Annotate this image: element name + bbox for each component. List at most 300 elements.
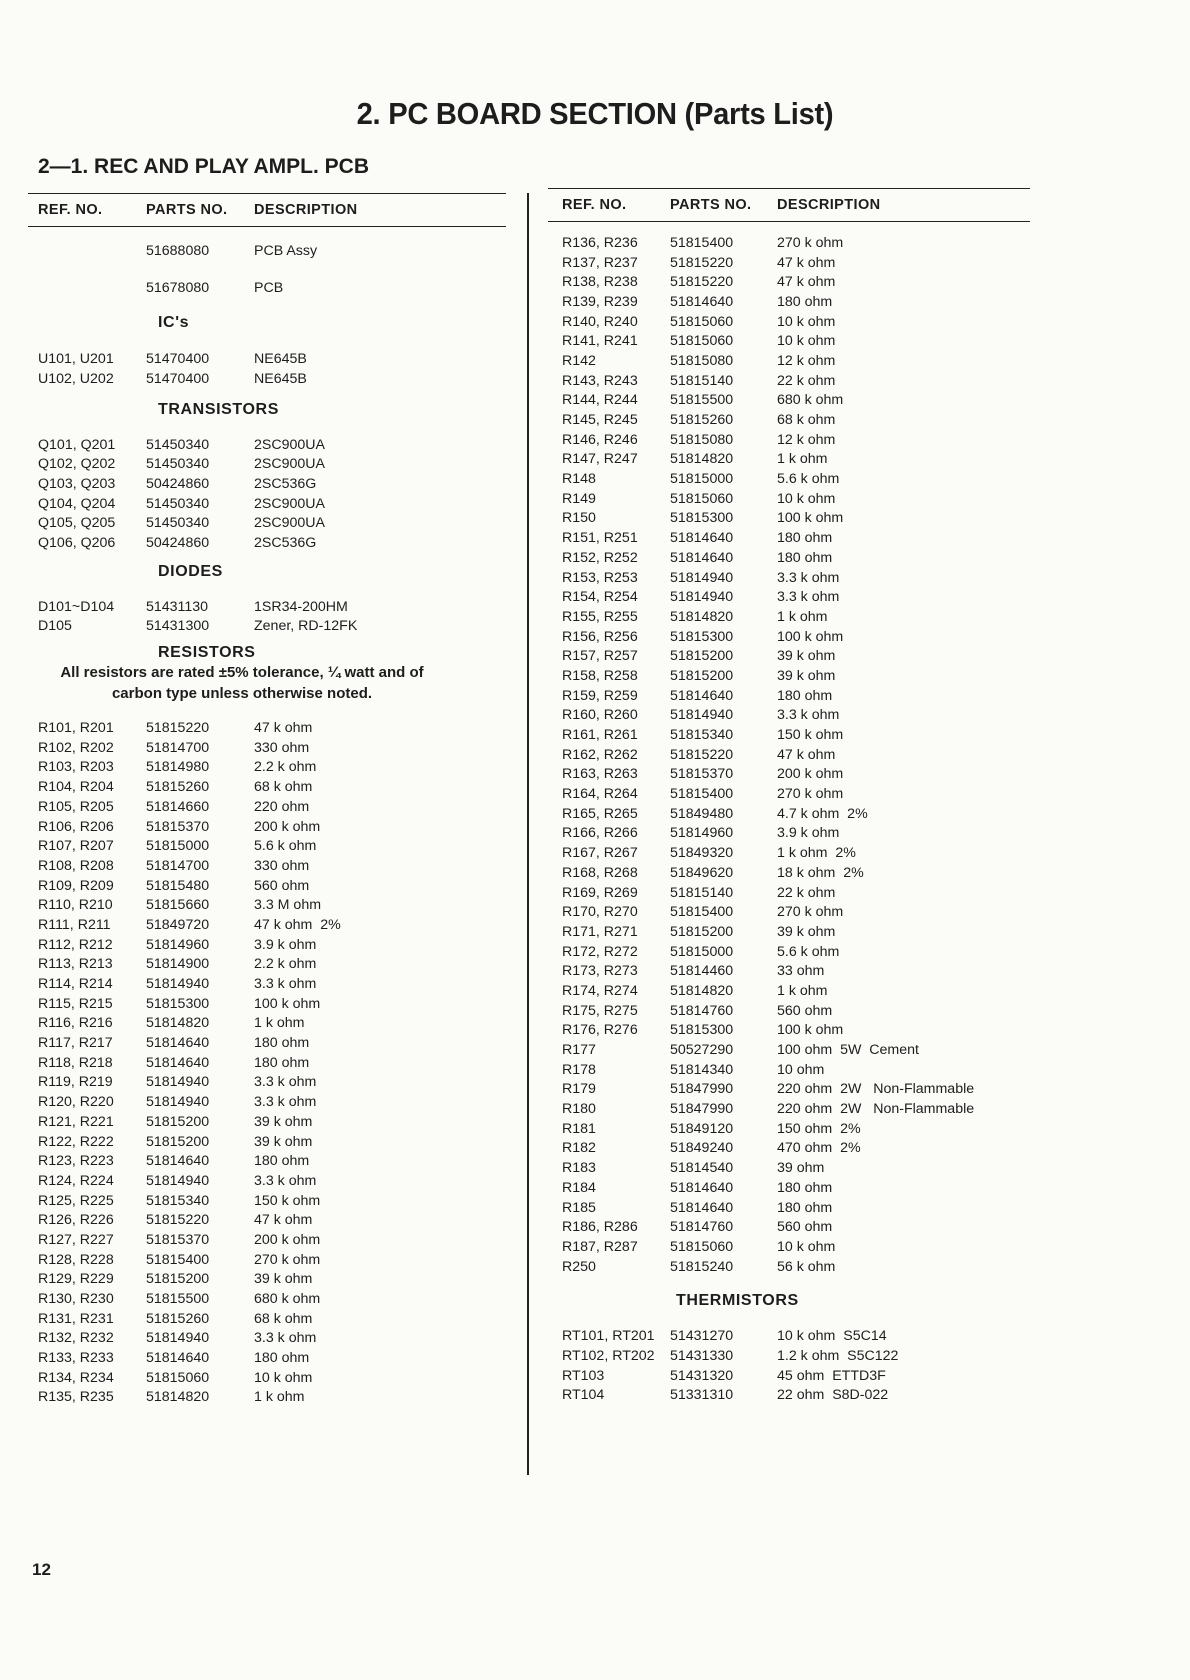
right-column: [548, 188, 1030, 1405]
row-part-no: 51470400: [146, 351, 210, 368]
row-part-no: 51814820: [670, 451, 734, 468]
row-ref: R157, R257: [562, 648, 638, 665]
row-description: 45 ohm ETTD3F: [777, 1367, 886, 1384]
row-part-no: 51814820: [670, 608, 734, 625]
row-ref: R166, R266: [562, 825, 638, 842]
table-row: [548, 1119, 1030, 1139]
category-diodes: DIODES: [158, 562, 223, 580]
table-row: [28, 1289, 506, 1309]
table-row: [548, 1257, 1030, 1277]
row-ref: R142: [562, 352, 596, 369]
row-description: 270 k ohm: [777, 786, 844, 803]
row-description: 220 ohm 2W Non-Flammable: [777, 1101, 975, 1118]
row-ref: R185: [562, 1199, 596, 1216]
table-row: [548, 922, 1030, 942]
row-description: 4.7 k ohm 2%: [777, 805, 868, 822]
row-ref: R182: [562, 1140, 596, 1157]
thermistors-list: [548, 1326, 1030, 1405]
row-part-no: 51815140: [670, 372, 734, 389]
row-description: 22 k ohm: [777, 372, 836, 389]
row-ref: D105: [38, 618, 72, 635]
row-part-no: 51814960: [670, 825, 734, 842]
header-parts: PARTS NO.: [146, 202, 228, 218]
table-row: [28, 895, 506, 915]
table-row: [548, 1217, 1030, 1237]
row-ref: R173, R273: [562, 963, 638, 980]
row-description: 39 k ohm: [777, 648, 836, 665]
table-header-right: [548, 189, 1030, 221]
row-part-no: 51815240: [670, 1258, 734, 1275]
row-part-no: 51814460: [670, 963, 734, 980]
table-row: [548, 1326, 1030, 1346]
table-row: [28, 1250, 506, 1270]
table-row: [548, 489, 1030, 509]
row-description: 10 k ohm: [777, 1238, 836, 1255]
row-ref: R108, R208: [38, 857, 114, 874]
row-ref: R102, R202: [38, 739, 114, 756]
row-description: 220 ohm: [254, 798, 310, 815]
row-ref: R138, R238: [562, 274, 638, 291]
row-description: 180 ohm: [777, 1179, 833, 1196]
row-ref: R181: [562, 1120, 596, 1137]
table-row: [548, 804, 1030, 824]
row-description: 3.3 k ohm: [777, 569, 840, 586]
row-ref: R104, R204: [38, 779, 114, 796]
row-ref: R132, R232: [38, 1330, 114, 1347]
row-part-no: 51814940: [146, 976, 210, 993]
category-ics: IC's: [158, 314, 190, 332]
row-description: 2SC900UA: [254, 515, 325, 532]
row-description: 2SC900UA: [254, 436, 325, 453]
row-description: 1.2 k ohm S5C122: [777, 1347, 899, 1364]
table-row: [548, 292, 1030, 312]
row-part-no: 51814660: [146, 798, 210, 815]
row-part-no: 51431320: [670, 1367, 734, 1384]
row-ref: R176, R276: [562, 1022, 638, 1039]
table-row: [28, 718, 506, 738]
table-row: [548, 233, 1030, 253]
row-description: 18 k ohm 2%: [777, 864, 864, 881]
row-part-no: 51849120: [670, 1120, 734, 1137]
table-row: [548, 686, 1030, 706]
row-part-no: 51815220: [670, 746, 734, 763]
row-description: 68 k ohm: [777, 412, 836, 429]
table-row: [548, 469, 1030, 489]
row-description: 1 k ohm: [254, 1389, 305, 1406]
row-part-no: 51815220: [146, 1212, 210, 1229]
row-description: 560 ohm: [777, 1002, 833, 1019]
row-part-no: 51815080: [670, 431, 734, 448]
section-title: 2—1. REC AND PLAY AMPL. PCB: [38, 155, 370, 178]
table-row: [28, 514, 506, 534]
row-ref: R126, R226: [38, 1212, 114, 1229]
row-part-no: 51847990: [670, 1101, 734, 1118]
row-part-no: 51815480: [146, 877, 210, 894]
row-ref: R125, R225: [38, 1192, 114, 1209]
row-part-no: 51815200: [146, 1113, 210, 1130]
table-row: [28, 915, 506, 935]
row-ref: R131, R231: [38, 1310, 114, 1327]
page-number: 12: [32, 1560, 51, 1579]
row-ref: U101, U201: [38, 351, 114, 368]
table-row: [28, 738, 506, 758]
row-part-no: 51847990: [670, 1081, 734, 1098]
row-part-no: 51814940: [670, 569, 734, 586]
table-row: [548, 883, 1030, 903]
row-description: 680 k ohm: [777, 392, 844, 409]
row-part-no: 51815220: [146, 720, 210, 737]
row-description: 100 k ohm: [777, 1022, 844, 1039]
row-description: 47 k ohm: [254, 720, 313, 737]
row-part-no: 51814820: [146, 1015, 210, 1032]
row-ref: R153, R253: [562, 569, 638, 586]
table-row: [28, 758, 506, 778]
row-description: 680 k ohm: [254, 1291, 321, 1308]
row-ref: R133, R233: [38, 1350, 114, 1367]
row-description: 330 ohm: [254, 857, 310, 874]
row-description: 10 k ohm: [254, 1369, 313, 1386]
header-ref: REF. NO.: [562, 197, 627, 213]
row-part-no: 51814760: [670, 1219, 734, 1236]
table-row: [548, 1080, 1030, 1100]
row-ref: R140, R240: [562, 313, 638, 330]
header-description: DESCRIPTION: [777, 197, 881, 213]
row-part-no: 51431130: [146, 598, 209, 615]
row-description: 270 k ohm: [777, 234, 844, 251]
row-ref: R160, R260: [562, 707, 638, 724]
row-description: 3.3 k ohm: [254, 1074, 317, 1091]
table-row: [548, 1346, 1030, 1366]
row-part-no: 51815060: [670, 490, 734, 507]
row-part-no: 51815060: [670, 1238, 734, 1255]
table-row: [28, 836, 506, 856]
row-description: 1 k ohm: [254, 1015, 305, 1032]
table-row: [28, 1092, 506, 1112]
table-row: [548, 627, 1030, 647]
row-ref: RT101, RT201: [562, 1328, 655, 1345]
row-part-no: 51815220: [670, 254, 734, 271]
row-description: 2.2 k ohm: [254, 759, 317, 776]
row-part-no: 51849620: [670, 864, 734, 881]
table-row: [548, 548, 1030, 568]
row-ref: R112, R212: [38, 936, 113, 953]
table-row: [548, 1040, 1030, 1060]
row-ref: D101~D104: [38, 598, 115, 615]
row-part-no: 51814640: [670, 1179, 734, 1196]
row-ref: RT103: [562, 1367, 605, 1384]
row-part-no: 51815220: [670, 274, 734, 291]
row-part-no: 51815260: [146, 1310, 210, 1327]
table-row: [548, 1366, 1030, 1386]
row-ref: R101, R201: [38, 720, 114, 737]
table-row: [28, 994, 506, 1014]
column-divider: [527, 193, 529, 1475]
table-row: [28, 494, 506, 514]
row-part-no: 51814340: [670, 1061, 734, 1078]
row-ref: R122, R222: [38, 1133, 114, 1150]
row-description: 10 k ohm S5C14: [777, 1328, 887, 1345]
row-part-no: 51815000: [670, 943, 734, 960]
row-description: 180 ohm: [254, 1350, 310, 1367]
row-part-no: 51815660: [146, 897, 210, 914]
row-description: 180 ohm: [254, 1054, 310, 1071]
row-description: 3.3 k ohm: [777, 589, 840, 606]
table-row: [28, 1348, 506, 1368]
row-description: 3.3 k ohm: [777, 707, 840, 724]
row-part-no: 51814540: [670, 1160, 734, 1177]
row-part-no: 51814900: [146, 956, 210, 973]
row-description: 10 k ohm: [777, 333, 836, 350]
row-ref: Q101, Q201: [38, 436, 116, 453]
resistors-list-right: [548, 233, 1030, 1276]
table-row: [548, 863, 1030, 883]
row-part-no: 51849240: [670, 1140, 734, 1157]
row-description: 47 k ohm: [777, 274, 836, 291]
header-description: DESCRIPTION: [254, 202, 358, 218]
category-thermistors: THERMISTORS: [676, 1292, 799, 1310]
row-part-no: 51450340: [146, 456, 210, 473]
row-ref: R109, R209: [38, 877, 114, 894]
table-row: [548, 706, 1030, 726]
row-description: 1 k ohm: [777, 982, 828, 999]
row-part-no: 51815300: [146, 995, 210, 1012]
diodes-list: [28, 597, 506, 636]
row-description: 100 k ohm: [254, 995, 321, 1012]
row-part-no: 51431330: [670, 1347, 734, 1364]
row-part-no: 51815400: [670, 904, 734, 921]
row-description: 5.6 k ohm: [777, 943, 840, 960]
row-part-no: 51815060: [670, 333, 734, 350]
row-ref: R114, R214: [38, 976, 113, 993]
row-part-no: 51849320: [670, 845, 734, 862]
page-title: 2. PC BOARD SECTION (Parts List): [356, 96, 834, 131]
table-row: [28, 617, 506, 637]
row-description: 150 k ohm: [254, 1192, 321, 1209]
row-description: 5.6 k ohm: [254, 838, 317, 855]
table-row: [548, 765, 1030, 785]
row-description: Zener, RD-12FK: [254, 618, 358, 635]
table-row: [28, 1171, 506, 1191]
table-row: [28, 1053, 506, 1073]
table-row: [28, 278, 506, 298]
table-row: [548, 587, 1030, 607]
table-row: [28, 1132, 506, 1152]
table-row: [548, 666, 1030, 686]
row-description: 150 k ohm: [777, 727, 844, 744]
row-ref: R178: [562, 1061, 596, 1078]
row-part-no: 51815500: [146, 1291, 210, 1308]
row-ref: R124, R224: [38, 1172, 114, 1189]
row-part-no: 51815500: [670, 392, 734, 409]
row-part-no: 51814820: [146, 1389, 210, 1406]
row-ref: R130, R230: [38, 1291, 114, 1308]
row-part-no: 51814640: [670, 530, 734, 547]
row-part-no: 51814640: [146, 1153, 210, 1170]
row-ref: R170, R270: [562, 904, 638, 921]
row-ref: RT102, RT202: [562, 1347, 655, 1364]
row-description: 1 k ohm 2%: [777, 845, 856, 862]
table-row: [28, 597, 506, 617]
row-ref: R179: [562, 1081, 596, 1098]
table-row: [548, 410, 1030, 430]
row-part-no: 51814700: [146, 857, 210, 874]
table-row: [28, 533, 506, 553]
row-ref: R167, R267: [562, 845, 638, 862]
category-transistors: TRANSISTORS: [158, 400, 279, 418]
row-ref: R143, R243: [562, 372, 638, 389]
row-part-no: 51814640: [146, 1035, 210, 1052]
row-part-no: 51814960: [146, 936, 210, 953]
table-row: [548, 725, 1030, 745]
table-header: [28, 194, 506, 226]
table-row: [548, 843, 1030, 863]
row-description: 10 k ohm: [777, 313, 836, 330]
row-ref: R149: [562, 490, 596, 507]
row-ref: R180: [562, 1101, 596, 1118]
row-description: 47 k ohm: [254, 1212, 313, 1229]
row-description: 33 ohm: [777, 963, 825, 980]
row-part-no: 51815200: [670, 667, 734, 684]
row-description: 3.3 k ohm: [254, 976, 317, 993]
row-part-no: 51815400: [670, 234, 734, 251]
row-description: 39 k ohm: [254, 1113, 313, 1130]
table-row: [28, 1388, 506, 1408]
row-ref: R184: [562, 1179, 596, 1196]
table-row: [548, 961, 1030, 981]
row-part-no: 51815200: [146, 1133, 210, 1150]
row-ref: R117, R217: [38, 1035, 113, 1052]
row-ref: R172, R272: [562, 943, 638, 960]
table-row: [548, 312, 1030, 332]
header-ref: REF. NO.: [38, 202, 103, 218]
row-ref: R250: [562, 1258, 596, 1275]
row-part-no: 51431270: [670, 1328, 734, 1345]
row-part-no: 51849480: [670, 805, 734, 822]
row-ref: R123, R223: [38, 1153, 114, 1170]
row-ref: R156, R256: [562, 628, 638, 645]
resistors-note-line2: carbon type unless otherwise noted.: [111, 685, 373, 703]
row-ref: R118, R218: [38, 1054, 113, 1071]
row-description: 3.9 k ohm: [254, 936, 317, 953]
row-part-no: 51815370: [670, 766, 734, 783]
row-description: 12 k ohm: [777, 352, 836, 369]
row-description: 47 k ohm: [777, 254, 836, 271]
row-part-no: 51815400: [146, 1251, 210, 1268]
row-part-no: 51814640: [146, 1350, 210, 1367]
row-ref: R135, R235: [38, 1389, 114, 1406]
row-ref: R163, R263: [562, 766, 638, 783]
table-row: [28, 1151, 506, 1171]
table-row: [548, 509, 1030, 529]
table-row: [548, 331, 1030, 351]
row-part-no: 51814640: [670, 293, 734, 310]
row-part-no: 50424860: [146, 475, 210, 492]
table-row: [28, 1014, 506, 1034]
row-part-no: 51814640: [670, 1199, 734, 1216]
row-description: 47 k ohm: [777, 746, 836, 763]
table-row: [548, 351, 1030, 371]
row-part-no: 51814700: [146, 739, 210, 756]
row-part-no: 51678080: [146, 279, 210, 296]
table-row: [28, 369, 506, 389]
row-description: 560 ohm: [254, 877, 310, 894]
row-description: 5.6 k ohm: [777, 471, 840, 488]
row-description: 68 k ohm: [254, 1310, 313, 1327]
row-part-no: 51814640: [670, 687, 734, 704]
row-description: 1SR34-200HM: [254, 598, 348, 615]
table-row: [548, 942, 1030, 962]
row-part-no: 51814640: [670, 549, 734, 566]
row-description: 100 k ohm: [777, 628, 844, 645]
row-ref: R128, R228: [38, 1251, 114, 1268]
row-ref: R146, R246: [562, 431, 638, 448]
row-part-no: 51431300: [146, 618, 210, 635]
row-description: 1 k ohm: [777, 451, 828, 468]
row-ref: R168, R268: [562, 864, 638, 881]
row-ref: R164, R264: [562, 786, 638, 803]
table-row: [548, 1021, 1030, 1041]
row-ref: R147, R247: [562, 451, 638, 468]
table-row: [548, 607, 1030, 627]
row-description: NE645B: [254, 351, 307, 368]
table-row: [28, 1230, 506, 1250]
row-description: 47 k ohm 2%: [254, 916, 341, 933]
row-ref: R137, R237: [562, 254, 638, 271]
table-row: [28, 1191, 506, 1211]
row-part-no: 51814640: [146, 1054, 210, 1071]
row-ref: R121, R221: [38, 1113, 114, 1130]
row-part-no: 51814940: [146, 1074, 210, 1091]
row-part-no: 51815140: [670, 884, 734, 901]
row-part-no: 51450340: [146, 495, 210, 512]
row-description: 200 k ohm: [254, 818, 321, 835]
row-description: 220 ohm 2W Non-Flammable: [777, 1081, 975, 1098]
row-part-no: 51815060: [146, 1369, 210, 1386]
row-ref: R139, R239: [562, 293, 638, 310]
row-description: 39 k ohm: [777, 667, 836, 684]
row-part-no: 51814940: [670, 589, 734, 606]
row-ref: R155, R255: [562, 608, 638, 625]
row-ref: Q105, Q205: [38, 515, 116, 532]
row-description: 180 ohm: [777, 549, 833, 566]
row-description: 180 ohm: [254, 1153, 310, 1170]
row-ref: R169, R269: [562, 884, 638, 901]
table-row: [28, 797, 506, 817]
table-row: [548, 1237, 1030, 1257]
row-description: 39 k ohm: [777, 923, 836, 940]
row-part-no: 51815000: [670, 471, 734, 488]
row-ref: R119, R219: [38, 1074, 113, 1091]
row-part-no: 51688080: [146, 242, 210, 259]
row-description: 270 k ohm: [254, 1251, 321, 1268]
row-description: 100 ohm 5W Cement: [777, 1042, 919, 1059]
row-ref: R111, R211: [38, 916, 111, 933]
category-resistors: RESISTORS: [158, 644, 256, 662]
row-ref: R187, R287: [562, 1238, 638, 1255]
row-description: 12 k ohm: [777, 431, 836, 448]
row-ref: R151, R251: [562, 530, 638, 547]
table-row: [28, 955, 506, 975]
row-ref: R158, R258: [562, 667, 638, 684]
row-part-no: 51814760: [670, 1002, 734, 1019]
row-description: 22 ohm S8D-022: [777, 1387, 889, 1404]
row-part-no: 51814940: [146, 1094, 210, 1111]
row-ref: R165, R265: [562, 805, 638, 822]
row-description: 180 ohm: [254, 1035, 310, 1052]
resistors-list-left: [28, 718, 506, 1407]
assy-list: [28, 241, 506, 297]
table-row: [548, 902, 1030, 922]
